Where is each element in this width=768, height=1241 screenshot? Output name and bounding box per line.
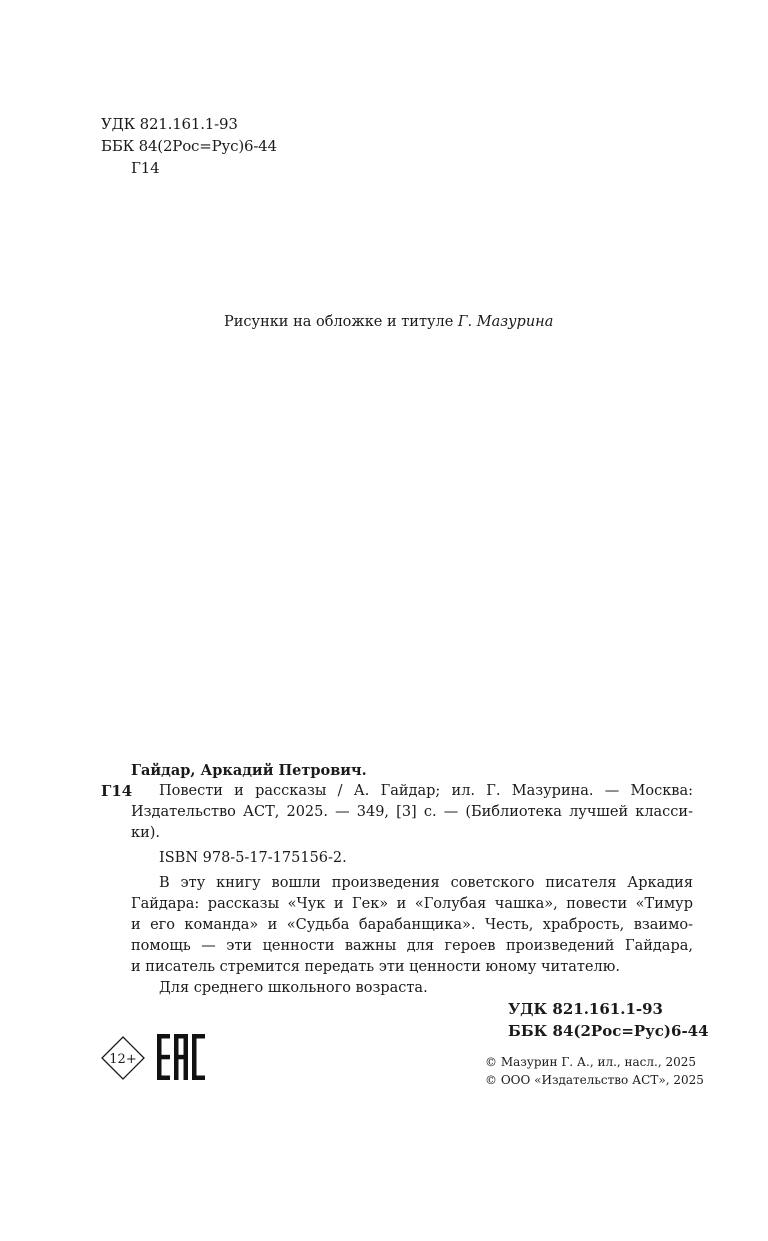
annotation-line: и его команда» и «Судьба барабанщика». Честь, храбрость, взаимо- bbox=[131, 917, 693, 933]
audience-note: Для среднего школьного возраста. bbox=[159, 980, 428, 996]
copyright-illustrator: © Мазурин Г. А., ил., насл., 2025 bbox=[485, 1055, 697, 1069]
annotation-line: помощь — эти ценности важны для героев произведений Гайдара, bbox=[131, 938, 693, 954]
bbk-code-top: ББК 84(2Рос=Рус)6-44 bbox=[101, 137, 277, 155]
udk-code-bottom: УДК 821.161.1-93 bbox=[508, 1000, 663, 1018]
bbk-code-bottom: ББК 84(2Рос=Рус)6-44 bbox=[508, 1022, 709, 1040]
age-rating-text: 12+ bbox=[109, 1052, 137, 1067]
annotation-line: В эту книгу вошли произведения советского писателя Аркадия bbox=[159, 875, 693, 891]
annotation-line: и писатель стремится передать эти ценности юному читателю. bbox=[131, 959, 620, 975]
isbn-block bbox=[131, 848, 693, 869]
author-cipher: Г14 bbox=[101, 782, 133, 800]
author-sign-top: Г14 bbox=[131, 159, 160, 177]
annotation-line: Гайдара: рассказы «Чук и Гек» и «Голубая чашка», повести «Тимур bbox=[131, 896, 693, 912]
illustrator-credit-text: Рисунки на обложке и титуле bbox=[224, 314, 454, 330]
bibliographic-record bbox=[131, 760, 693, 844]
description-line: Повести и рассказы / А. Гайдар; ил. Г. Мазурина. — Москва: bbox=[159, 783, 693, 799]
description-line: Издательство АСТ, 2025. — 349, [3] с. — (Библиотека лучшей класси- bbox=[131, 804, 693, 820]
udk-code-top: УДК 821.161.1-93 bbox=[101, 115, 238, 133]
illustrator-credit bbox=[224, 312, 553, 332]
illustrator-name: Г. Мазурина bbox=[457, 314, 554, 330]
isbn: ISBN 978-5-17-175156-2. bbox=[159, 850, 347, 866]
annotation bbox=[131, 873, 693, 999]
copyright-publisher: © ООО «Издательство АСТ», 2025 bbox=[485, 1073, 704, 1087]
description-line: ки). bbox=[131, 825, 160, 841]
age-rating-badge-icon bbox=[101, 1036, 145, 1080]
eac-conformity-icon bbox=[157, 1034, 205, 1080]
author-heading: Гайдар, Аркадий Петрович. bbox=[131, 762, 367, 779]
